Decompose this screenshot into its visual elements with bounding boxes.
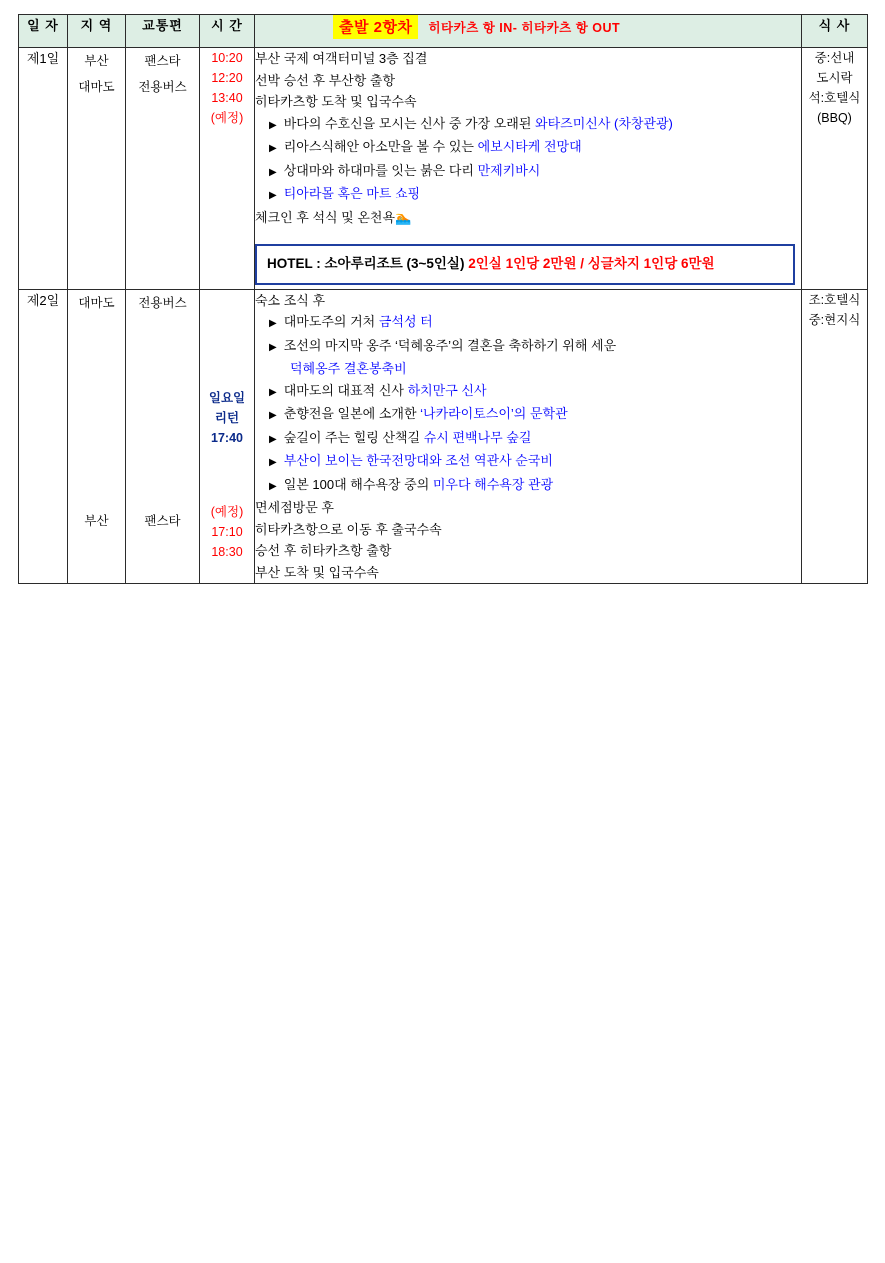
table-row bbox=[19, 48, 868, 290]
day2-bullet-6-text: 부산이 보이는 한국전망대와 조선 역관사 순국비 bbox=[283, 453, 553, 468]
day1-bullet-4 bbox=[255, 183, 801, 207]
day1-bullet-3 bbox=[255, 160, 801, 184]
day2-times bbox=[200, 289, 255, 584]
day1-line-2: 선박 승선 후 부산항 출항 bbox=[255, 72, 396, 88]
day1-bullet-4-text: 티아라몰 혹은 마트 쇼핑 bbox=[283, 186, 421, 201]
triangle-icon: ▶ bbox=[269, 433, 277, 445]
triangle-icon: ▶ bbox=[269, 143, 277, 154]
hotel-price: 2인실 1인당 2만원 / 싱글차지 1인당 6만원 bbox=[468, 256, 715, 271]
day2-line-4: 승선 후 히타카츠항 출항 bbox=[255, 543, 392, 558]
day2-meals bbox=[802, 289, 868, 584]
day2-area-1: 대마도 bbox=[78, 295, 115, 310]
triangle-icon: ▶ bbox=[269, 480, 277, 492]
triangle-icon: ▶ bbox=[269, 318, 277, 329]
day2-itinerary bbox=[255, 289, 802, 584]
day2-bullet-1 bbox=[255, 311, 801, 335]
day2-bullet-3 bbox=[255, 380, 801, 404]
hotel-label: HOTEL : 소아루리조트 (3~5인실) bbox=[267, 256, 469, 271]
day1-bullet-1 bbox=[255, 113, 801, 137]
day2-bullet-4 bbox=[255, 403, 801, 427]
itinerary-table bbox=[18, 14, 868, 584]
day2-areas bbox=[68, 289, 126, 584]
day1-bullet-2-text: 리아스식해안 아소만을 볼 수 있는 에보시타케 전망대 bbox=[283, 139, 582, 154]
table-row bbox=[19, 289, 868, 584]
day2-bullet-2-sub: 덕혜옹주 결혼봉축비 bbox=[290, 361, 407, 376]
triangle-icon: ▶ bbox=[269, 119, 277, 131]
day2-line-3: 히타카츠항으로 이동 후 출국수속 bbox=[255, 521, 442, 537]
day1-transport-2: 전용버스 bbox=[138, 80, 187, 94]
day2-bullet-2 bbox=[255, 335, 801, 359]
day1-times bbox=[200, 48, 255, 290]
triangle-icon: ▶ bbox=[269, 457, 277, 468]
day2-line-5: 부산 도착 및 입국수속 bbox=[255, 564, 379, 580]
day2-area-2: 부산 bbox=[84, 513, 109, 528]
day1-meal-4: (BBQ) bbox=[817, 111, 852, 125]
table-header bbox=[19, 15, 868, 48]
table-body bbox=[19, 48, 868, 584]
route-label: 히타카츠 항 IN- 히타카츠 항 OUT bbox=[428, 21, 621, 35]
day2-time-3: 18:30 bbox=[211, 544, 243, 559]
day2-time-1: 17:40 bbox=[211, 430, 243, 445]
header-title-cell bbox=[255, 15, 802, 48]
day1-time-2: 12:20 bbox=[211, 71, 243, 85]
day1-time-3: 13:40 bbox=[211, 91, 243, 105]
day1-line-3: 히타카츠항 도착 및 입국수속 bbox=[255, 94, 417, 109]
day1-itinerary bbox=[255, 48, 802, 290]
triangle-icon: ▶ bbox=[269, 386, 277, 398]
day1-transport bbox=[126, 48, 200, 290]
day1-line-1: 부산 국제 여객터미널 3층 집결 bbox=[255, 51, 428, 66]
day2-time-note-1: 일요일 bbox=[208, 390, 246, 405]
day2-time-note-3: (예정) bbox=[210, 504, 244, 519]
day2-transport bbox=[126, 289, 200, 584]
triangle-icon: ▶ bbox=[269, 166, 277, 178]
day1-meals bbox=[802, 48, 868, 290]
day2-bullet-3-text: 대마도의 대표적 신사 하치만구 신사 bbox=[283, 382, 487, 398]
day1-label: 제1일 bbox=[19, 48, 68, 290]
day2-bullet-2-text: 조선의 마지막 옹주 ‘덕혜옹주’의 결혼을 축하하기 위해 세운 bbox=[283, 337, 617, 353]
day1-bullet-2 bbox=[255, 136, 801, 160]
triangle-icon: ▶ bbox=[269, 190, 277, 201]
header-meal: 식 사 bbox=[802, 15, 868, 48]
day2-label: 제2일 bbox=[19, 289, 68, 584]
day1-meal-2: 도시락 bbox=[816, 71, 853, 85]
header-transport: 교통편 bbox=[126, 15, 200, 48]
day2-bullet-5 bbox=[255, 427, 801, 451]
day1-meal-1: 중:선내 bbox=[814, 51, 855, 65]
day1-meal-3: 석:호텔식 bbox=[808, 91, 861, 105]
day1-time-1: 10:20 bbox=[211, 51, 243, 65]
day2-time-2: 17:10 bbox=[211, 524, 243, 539]
day2-line-2: 면세점방문 후 bbox=[255, 500, 334, 515]
hotel-info-box bbox=[255, 244, 795, 285]
day2-time-note-2: 리턴 bbox=[214, 410, 240, 425]
day2-meal-1: 조:호텔식 bbox=[808, 292, 861, 307]
day2-meal-2: 중:현지식 bbox=[808, 312, 861, 327]
day2-transport-2: 팬스타 bbox=[144, 513, 181, 528]
day2-bullet-1-text: 대마도주의 거처 금석성 터 bbox=[283, 314, 433, 329]
header-area: 지 역 bbox=[68, 15, 126, 48]
day2-bullet-6 bbox=[255, 450, 801, 474]
day1-area-1: 부산 bbox=[84, 54, 109, 68]
day2-transport-1: 전용버스 bbox=[138, 295, 187, 310]
depart-badge: 출발 2항차 bbox=[333, 15, 418, 39]
triangle-icon: ▶ bbox=[269, 341, 277, 353]
header-time: 시 간 bbox=[200, 15, 255, 48]
day2-bullet-7-text: 일본 100대 해수욕장 중의 미우다 해수욕장 관광 bbox=[283, 476, 554, 492]
day2-bullet-7 bbox=[255, 474, 801, 498]
day1-bullet-1-text: 바다의 수호신을 모시는 신사 중 가장 오래된 와타즈미신사 (차창관광) bbox=[283, 115, 673, 131]
day1-bullet-3-text: 상대마와 하대마를 잇는 붉은 다리 만제키바시 bbox=[283, 162, 541, 178]
header-row bbox=[19, 15, 868, 48]
day2-bullet-5-text: 숲길이 주는 힐링 산책길 슈시 편백나무 숲길 bbox=[283, 429, 532, 445]
day2-line-1: 숙소 조식 후 bbox=[255, 292, 326, 308]
day1-line-4: 체크인 후 석식 및 온천욕🏊 bbox=[255, 209, 412, 225]
day1-transport-1: 팬스타 bbox=[144, 54, 181, 68]
day2-bullet-4-text: 춘향전을 일본에 소개한 ‘나카라이토스이’의 문학관 bbox=[283, 406, 568, 421]
day1-area-2: 대마도 bbox=[78, 80, 115, 94]
header-day: 일 자 bbox=[19, 15, 68, 48]
day1-time-4: (예정) bbox=[210, 111, 244, 125]
day1-areas bbox=[68, 48, 126, 290]
itinerary-sheet bbox=[18, 14, 867, 584]
triangle-icon: ▶ bbox=[269, 410, 277, 421]
